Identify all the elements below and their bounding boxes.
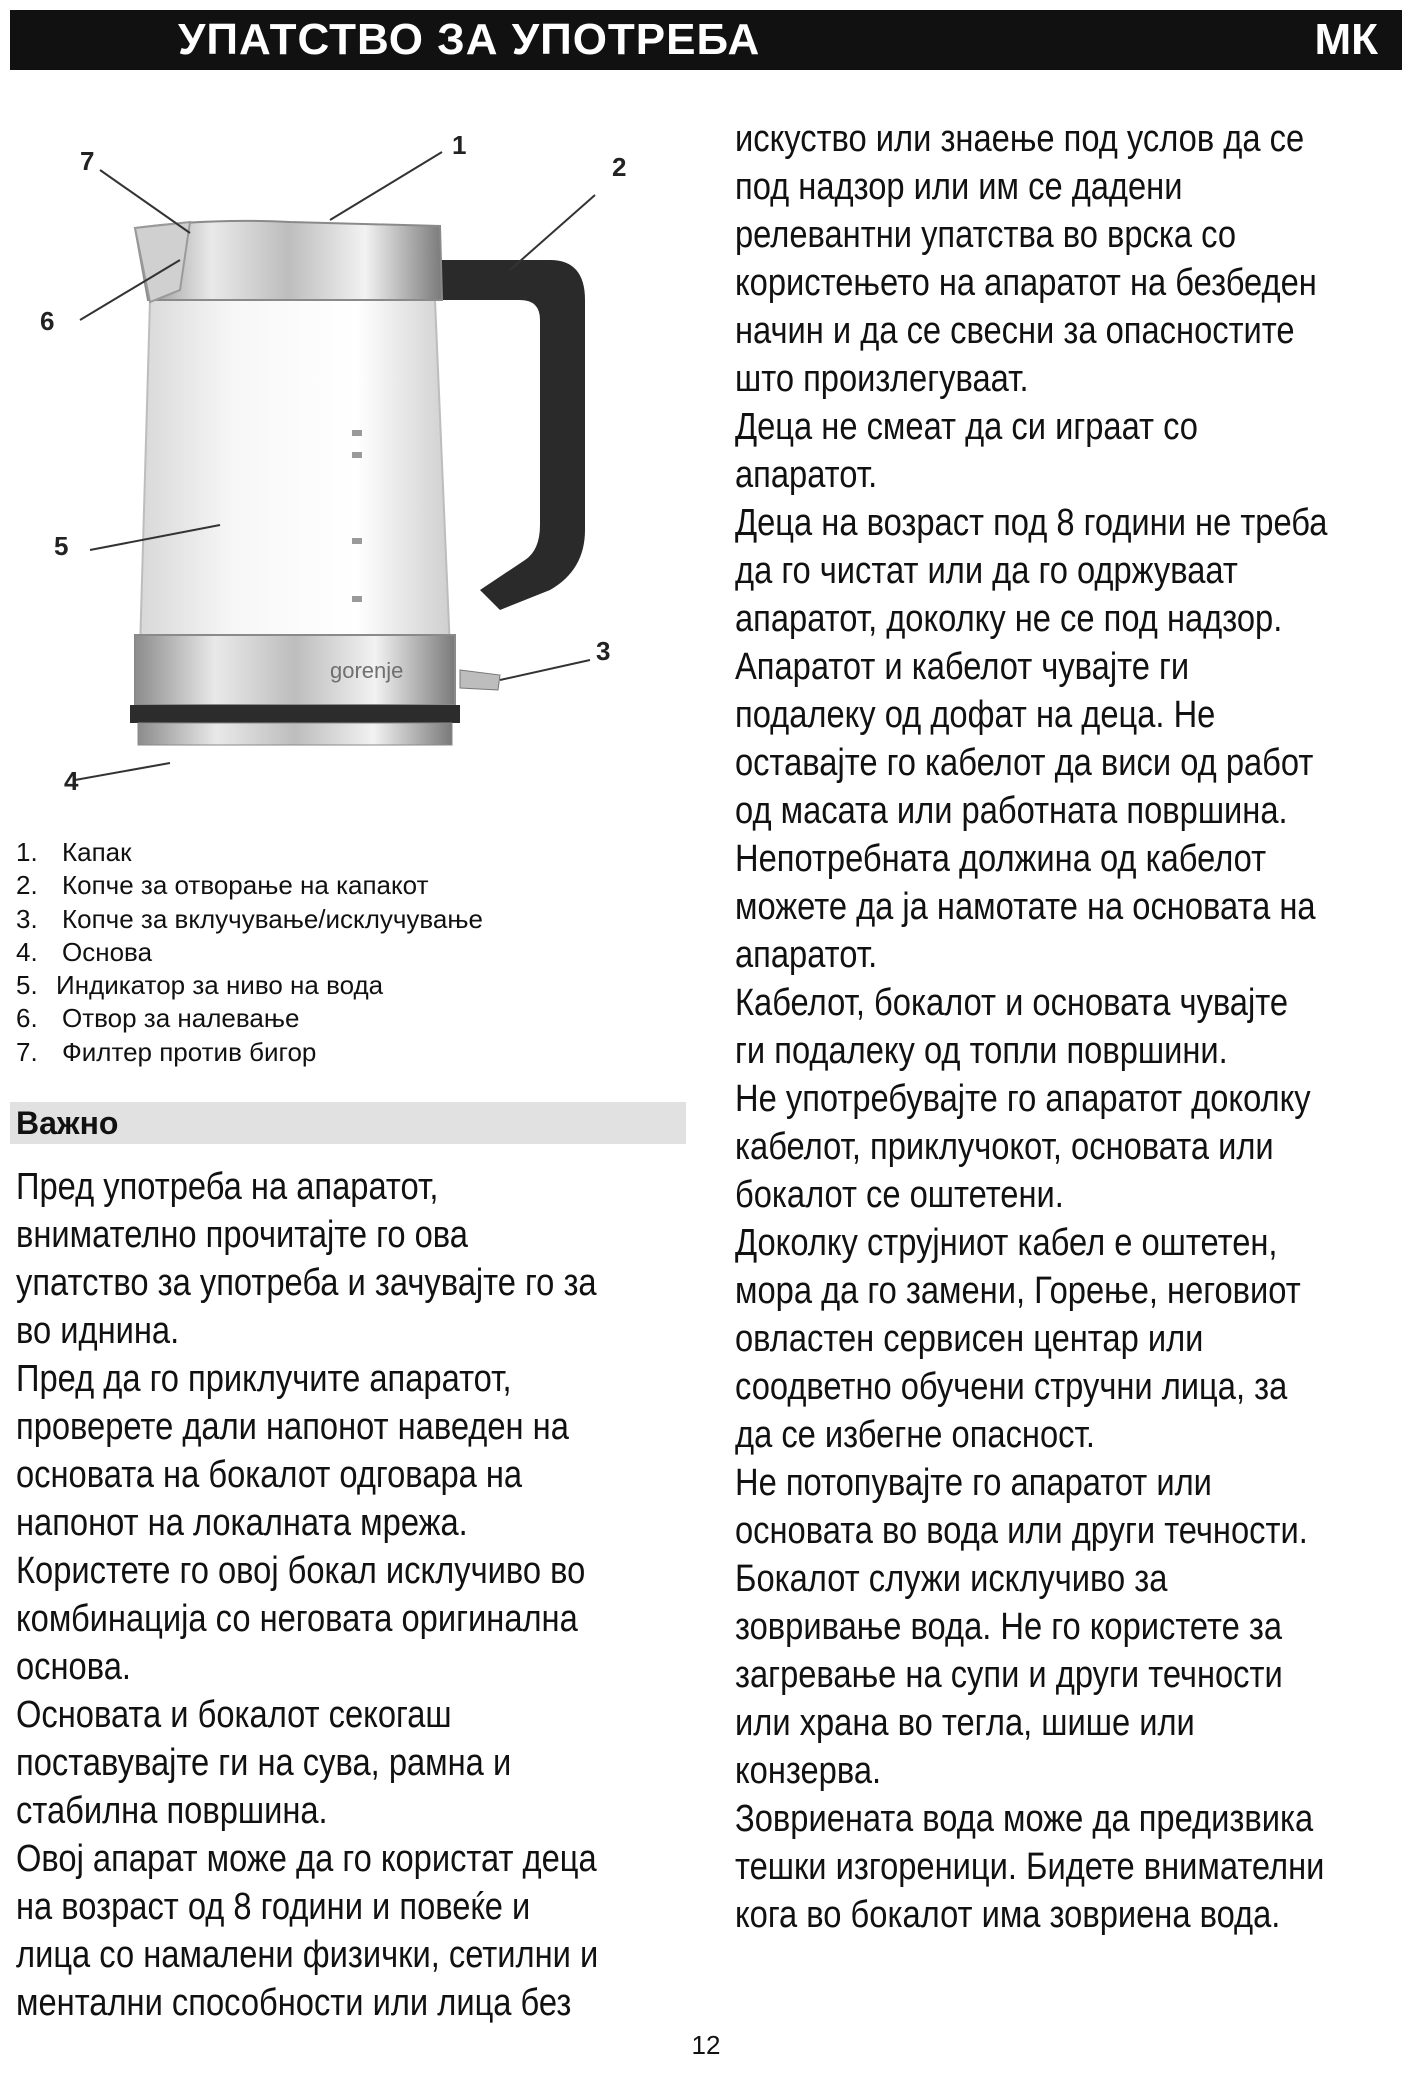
brand-logo: gorenje [330, 658, 404, 683]
important-title: Важно [16, 1105, 119, 1141]
text-line: што произлегуваат. [735, 358, 1029, 400]
text-line: поставувајте ги на сува, рамна и [16, 1742, 512, 1784]
text-line: Основата и бокалот секогаш [16, 1694, 452, 1736]
text-line: да го чистат или да го одржуваат [735, 550, 1238, 592]
text-line: зовривање вода. Не го користете за [735, 1606, 1283, 1648]
text-line: на возраст од 8 години и повеќе и [16, 1886, 531, 1928]
text-line: комбинација со неговата оригинална [16, 1598, 578, 1640]
text-line: кога во бокалот има зовриена вода. [735, 1894, 1281, 1936]
text-line: внимателно прочитајте го ова [16, 1214, 468, 1256]
callout-5: 5 [54, 531, 69, 561]
part-number: 7. [16, 1036, 38, 1067]
part-number: 4. [16, 936, 38, 967]
part-label: Отвор за налевање [62, 1003, 300, 1034]
part-label: Основа [62, 936, 153, 967]
left-column-text [16, 1163, 695, 2027]
text-line: апаратот, доколку не се под надзор. [735, 598, 1283, 640]
text-line: Деца на возраст под 8 години не треба [735, 502, 1328, 544]
callout-6: 6 [40, 306, 55, 336]
text-line: упатство за употреба и зачувајте го за [16, 1262, 597, 1304]
text-line: основата во вода или други течности. [735, 1510, 1308, 1552]
part-number: 3. [16, 903, 38, 934]
callout-2: 2 [612, 152, 627, 182]
kettle-glass-body [140, 300, 450, 650]
kettle-diagram [30, 130, 630, 810]
text-line: соодветно обучени стручни лица, за [735, 1366, 1288, 1408]
text-line: лица со намалени физички, сетилни и [16, 1934, 599, 1976]
text-line: да се избегне опасност. [735, 1414, 1095, 1456]
text-line: ги подалеку од топли површини. [735, 1030, 1228, 1072]
important-section-heading [10, 1102, 686, 1144]
part-number: 6. [16, 1003, 38, 1034]
text-line: проверете дали напонот наведен на [16, 1406, 569, 1448]
text-line: од масата или работната површина. [735, 790, 1288, 832]
text-line: Не употребувајте го апаратот доколку [735, 1078, 1311, 1120]
parts-list-item [16, 836, 676, 869]
text-line: Не потопувајте го апаратот или [735, 1462, 1212, 1504]
text-line: мора да го замени, Горење, неговиот [735, 1270, 1301, 1312]
part-number: 1. [16, 837, 38, 867]
callout-1: 1 [452, 130, 467, 160]
callout-3: 3 [596, 636, 611, 666]
text-line: апаратот. [735, 934, 878, 976]
text-line: апаратот. [735, 454, 878, 496]
part-label: Филтер против бигор [62, 1036, 317, 1067]
text-line: Деца не смеат да си играат со [735, 406, 1198, 448]
parts-list-item [16, 969, 676, 1002]
part-label: Индикатор за ниво на вода [56, 970, 384, 1001]
text-line: Зовриената вода може да предизвика [735, 1798, 1314, 1840]
callout-4: 4 [64, 766, 79, 796]
text-line: или храна во тегла, шише или [735, 1702, 1195, 1744]
text-line: Овој апарат може да го користат деца [16, 1838, 597, 1880]
text-line: конзерва. [735, 1750, 882, 1792]
callout-7: 7 [80, 146, 95, 176]
kettle-base-plate [138, 723, 452, 745]
text-line: Доколку струјниот кабел е оштетен, [735, 1222, 1278, 1264]
text-line: под надзор или им се дадени [735, 166, 1183, 208]
header-language-code: МК [1314, 15, 1378, 64]
text-line: стабилна површина. [16, 1790, 328, 1832]
parts-list-item [16, 1002, 676, 1035]
part-number: 2. [16, 870, 38, 901]
text-line: Апаратот и кабелот чувајте ги [735, 646, 1190, 688]
text-line: основа. [16, 1646, 131, 1688]
right-column-text [735, 115, 1412, 1939]
text-line: начин и да се свесни за опасностите [735, 310, 1295, 352]
text-line: оставајте го кабелот да виси од работ [735, 742, 1314, 784]
parts-list-item [16, 903, 676, 936]
text-line: можете да ја намотате на основата на [735, 886, 1316, 928]
text-line: загревање на супи и други течности [735, 1654, 1283, 1696]
text-line: тешки изгореници. Бидете внимателни [735, 1846, 1325, 1888]
text-line: искуство или знаење под услов да се [735, 118, 1305, 160]
text-line: Пред да го приклучите апаратот, [16, 1358, 512, 1400]
text-line: Пред употреба на апаратот, [16, 1166, 439, 1208]
part-label: Копче за вклучување/исклучување [62, 903, 483, 934]
part-label: Капак [62, 837, 132, 867]
text-line: во иднина. [16, 1310, 180, 1352]
text-line: напонот на локалната мрежа. [16, 1502, 468, 1544]
text-line: Користете го овој бокал исклучиво во [16, 1550, 586, 1592]
page-number: 12 [691, 2030, 721, 2060]
parts-list-item [16, 1036, 676, 1069]
text-line: овластен сервисен центар или [735, 1318, 1204, 1360]
text-line: основата на бокалот одговара на [16, 1454, 523, 1496]
part-number: 5. [16, 970, 38, 1001]
parts-list-item [16, 869, 676, 902]
kettle-handle [430, 260, 585, 610]
text-line: кабелот, приклучокот, основата или [735, 1126, 1274, 1168]
kettle-switch [460, 670, 500, 690]
parts-list [16, 836, 676, 1069]
kettle-base [130, 705, 460, 723]
parts-list-item [16, 936, 676, 969]
text-line: бокалот се оштетени. [735, 1174, 1064, 1216]
text-line: Кабелот, бокалот и основата чувајте [735, 982, 1289, 1024]
header-title: УПАТСТВО ЗА УПОТРЕБА [178, 15, 761, 64]
text-line: Непотребната должина од кабелот [735, 838, 1267, 880]
kettle-bottom-ring [135, 635, 455, 705]
part-label: Копче за отворање на капакот [62, 870, 429, 901]
text-line: релевантни упатства во врска со [735, 214, 1237, 256]
text-line: Бокалот служи исклучиво за [735, 1558, 1168, 1600]
text-line: ментални способности или лица без [16, 1982, 572, 2024]
text-line: користењето на апаратот на безбеден [735, 262, 1317, 304]
text-line: подалеку од дофат на деца. Не [735, 694, 1216, 736]
page-header [10, 10, 1402, 70]
